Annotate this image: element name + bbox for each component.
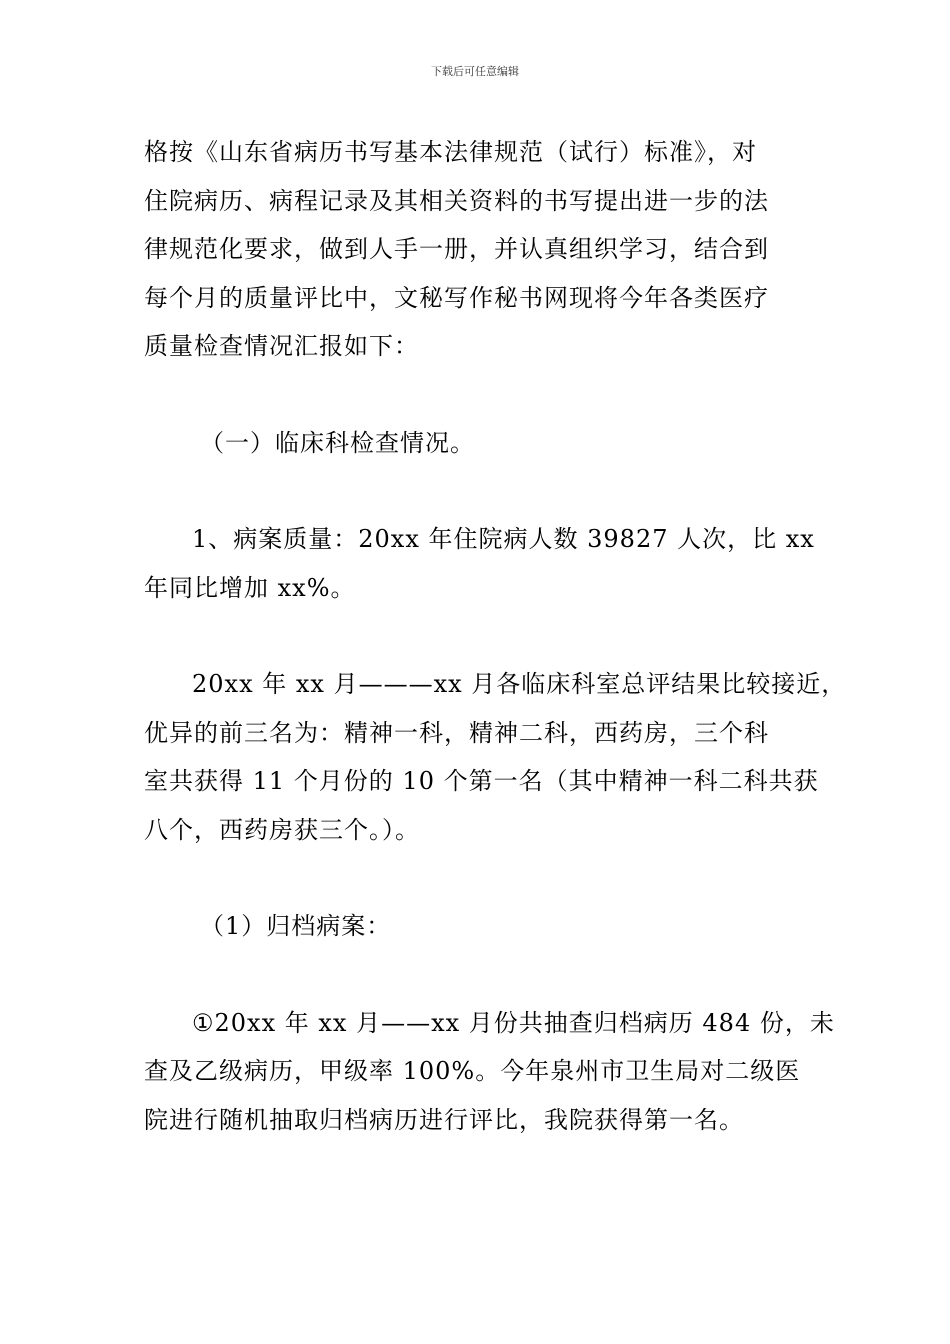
text-line: 查及乙级病历，甲级率 100%。今年泉州市卫生局对二级医 [144,1057,801,1085]
text-line: 优异的前三名为：精神一科，精神二科，西药房，三个科 [144,718,769,747]
paragraph-ranking [144,660,847,854]
text-line: 年同比增加 xx%。 [144,573,356,602]
text-line: 院进行随机抽取归档病历进行评比，我院获得第一名。 [144,1105,744,1134]
heading-archived-cases: （1）归档病案： [200,912,392,940]
text-line: 格按《山东省病历书写基本法律规范（试行）标准》，对 [144,138,757,166]
text-line: ①20xx 年 xx 月——xx 月份共抽查归档病历 484 份，未 [192,1008,835,1037]
text-line: 住院病历、病程记录及其相关资料的书写提出进一步的法 [144,186,769,215]
text-line: 20xx 年 xx 月———xx 月各临床科室总评结果比较接近， [192,670,847,698]
page-header-note: 下载后可任意编辑 [431,65,519,78]
paragraph-intro [144,128,812,371]
text-line: 室共获得 11 个月份的 10 个第一名（其中精神一科二科共获 [144,767,819,795]
text-line: 1、病案质量：20xx 年住院病人数 39827 人次，比 xx [192,525,815,553]
document-body [144,128,847,1144]
heading-clinical-inspection: （一）临床科检查情况。 [200,428,475,457]
text-line: 质量检查情况汇报如下： [144,332,419,360]
text-line: 八个，西药房获三个。）。 [144,815,420,844]
paragraph-archived [144,999,835,1145]
paragraph-case-quality [144,515,815,612]
text-line: 每个月的质量评比中，文秘写作秘书网现将今年各类医疗 [144,283,769,312]
text-line: 律规范化要求，做到人手一册，并认真组织学习，结合到 [144,235,769,263]
